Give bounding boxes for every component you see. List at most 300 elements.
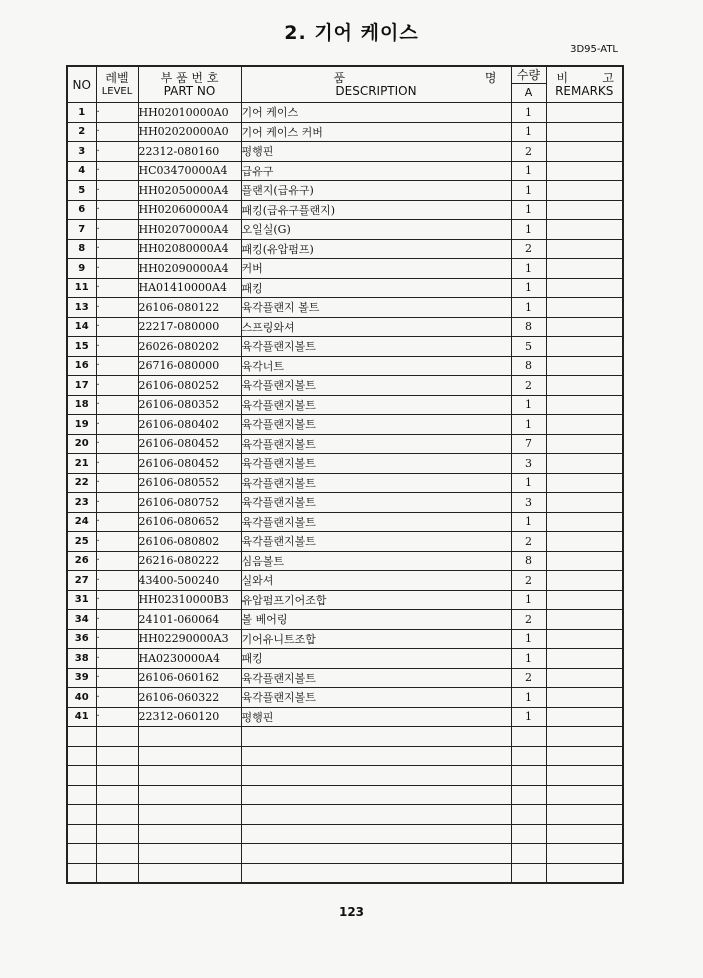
cell-qty [511,766,546,786]
cell-remarks [546,532,623,552]
table-row [67,493,623,513]
cell-remarks [546,200,623,220]
cell-part-no: 24101-060064 [138,610,241,630]
cell-remarks [546,571,623,591]
cell-remarks [546,785,623,805]
cell-part-no: HH02290000A3 [138,629,241,649]
cell-no: 41 [67,707,96,727]
cell-part-no: HA01410000A4 [138,278,241,298]
cell-description: 육각플랜지볼트 [241,493,511,513]
cell-level [96,863,138,883]
cell-level: · [96,649,138,669]
cell-remarks [546,688,623,708]
cell-remarks [546,161,623,181]
cell-part-no: 22312-080160 [138,142,241,162]
cell-qty: 1 [511,220,546,240]
cell-remarks [546,317,623,337]
cell-level [96,727,138,747]
cell-no: 7 [67,220,96,240]
cell-level: · [96,512,138,532]
cell-part-no: HC03470000A4 [138,161,241,181]
cell-no: 39 [67,668,96,688]
cell-description: 스프링와셔 [241,317,511,337]
cell-description: 심음볼트 [241,551,511,571]
cell-part-no: 22217-080000 [138,317,241,337]
cell-remarks [546,766,623,786]
cell-level [96,824,138,844]
cell-level: · [96,259,138,279]
table-row [67,473,623,493]
table-row [67,629,623,649]
cell-qty: 1 [511,103,546,123]
cell-description: 육각플랜지볼트 [241,473,511,493]
table-row [67,298,623,318]
cell-level [96,785,138,805]
empty-table-row [67,805,623,825]
cell-remarks [546,727,623,747]
cell-qty: 2 [511,571,546,591]
cell-remarks [546,278,623,298]
table-row [67,590,623,610]
cell-level: · [96,103,138,123]
cell-no: 36 [67,629,96,649]
cell-remarks [546,356,623,376]
table-row [67,317,623,337]
cell-no [67,863,96,883]
cell-remarks [546,434,623,454]
cell-level: · [96,415,138,435]
cell-qty [511,805,546,825]
table-row [67,337,623,357]
cell-qty: 7 [511,434,546,454]
cell-remarks [546,551,623,571]
cell-qty: 8 [511,356,546,376]
cell-part-no: HH02050000A4 [138,181,241,201]
cell-level: · [96,434,138,454]
cell-no: 5 [67,181,96,201]
cell-remarks [546,220,623,240]
header-remarks-ko-1: 비 [556,70,569,85]
cell-part-no: 26106-080652 [138,512,241,532]
header-remarks-en: REMARKS [555,83,614,98]
cell-description: 커버 [241,259,511,279]
cell-level: · [96,551,138,571]
table-row [67,454,623,474]
cell-qty [511,746,546,766]
table-row [67,103,623,123]
empty-table-row [67,824,623,844]
page-number: 123 [338,905,365,919]
header-description [241,66,511,103]
cell-qty: 2 [511,239,546,259]
table-row [67,239,623,259]
cell-description: 육각플랜지볼트 [241,337,511,357]
table-row [67,122,623,142]
cell-no: 21 [67,454,96,474]
cell-description: 육각플랜지 볼트 [241,298,511,318]
cell-level: · [96,337,138,357]
cell-remarks [546,844,623,864]
cell-description [241,746,511,766]
cell-level: · [96,707,138,727]
cell-description: 육각플랜지볼트 [241,395,511,415]
cell-description: 볼 베어링 [241,610,511,630]
cell-qty [511,727,546,747]
header-desc-ko-1: 품 [333,70,346,85]
cell-part-no: 26716-080000 [138,356,241,376]
cell-description: 기어 케이스 커버 [241,122,511,142]
cell-part-no [138,805,241,825]
cell-no: 20 [67,434,96,454]
cell-part-no [138,746,241,766]
cell-no: 27 [67,571,96,591]
parts-body [67,103,623,884]
model-code: 3D95-ATL [570,44,618,55]
cell-description: 패킹(유압펌프) [241,239,511,259]
cell-remarks [546,298,623,318]
cell-qty: 1 [511,181,546,201]
cell-part-no [138,844,241,864]
header-qty-a: A [511,84,546,103]
cell-description: 기어유니트조합 [241,629,511,649]
cell-part-no [138,824,241,844]
cell-description: 실와셔 [241,571,511,591]
cell-no: 34 [67,610,96,630]
cell-qty: 5 [511,337,546,357]
header-remarks [546,66,623,103]
table-row [67,434,623,454]
table-row [67,278,623,298]
header-level [96,66,138,103]
cell-description: 육각플랜지볼트 [241,415,511,435]
cell-remarks [546,512,623,532]
cell-level: · [96,376,138,396]
cell-level: · [96,590,138,610]
cell-part-no [138,766,241,786]
cell-level: · [96,629,138,649]
cell-no: 3 [67,142,96,162]
cell-part-no: HH02060000A4 [138,200,241,220]
cell-level: · [96,220,138,240]
cell-remarks [546,395,623,415]
cell-no: 1 [67,103,96,123]
cell-no: 15 [67,337,96,357]
cell-level: · [96,668,138,688]
cell-part-no: 26106-060322 [138,688,241,708]
cell-no [67,746,96,766]
cell-level: · [96,493,138,513]
header-remarks-ko-2: 고 [602,70,614,85]
cell-remarks [546,337,623,357]
cell-level: · [96,200,138,220]
cell-remarks [546,629,623,649]
cell-part-no: 43400-500240 [138,571,241,591]
cell-part-no: 26106-080122 [138,298,241,318]
cell-qty: 1 [511,395,546,415]
cell-remarks [546,415,623,435]
cell-qty: 1 [511,415,546,435]
cell-remarks [546,805,623,825]
table-row [67,649,623,669]
table-row [67,551,623,571]
cell-level: · [96,142,138,162]
table-row [67,395,623,415]
cell-qty [511,844,546,864]
table-row [67,142,623,162]
cell-description [241,863,511,883]
cell-part-no: HH02070000A4 [138,220,241,240]
cell-no [67,727,96,747]
cell-part-no [138,785,241,805]
cell-level: · [96,395,138,415]
cell-description: 기어 케이스 [241,103,511,123]
cell-no: 14 [67,317,96,337]
header-level-ko: 레벨 [105,70,129,85]
cell-level: · [96,356,138,376]
cell-description: 육각플랜지볼트 [241,532,511,552]
cell-remarks [546,590,623,610]
cell-part-no: 26106-080802 [138,532,241,552]
header-part-ko: 부 품 번 호 [160,70,219,85]
table-row [67,356,623,376]
cell-qty: 1 [511,259,546,279]
cell-remarks [546,473,623,493]
header-level-en: LEVEL [101,85,133,97]
cell-part-no: 22312-060120 [138,707,241,727]
cell-no: 26 [67,551,96,571]
cell-remarks [546,649,623,669]
cell-no: 22 [67,473,96,493]
cell-description: 패킹(급유구플랜지) [241,200,511,220]
cell-level: · [96,298,138,318]
cell-level [96,805,138,825]
cell-part-no: 26106-080452 [138,434,241,454]
header-desc-ko [242,72,511,85]
header-no: NO [67,66,96,103]
cell-level [96,746,138,766]
cell-part-no: 26106-080552 [138,473,241,493]
cell-description: 육각플랜지볼트 [241,434,511,454]
cell-no: 6 [67,200,96,220]
cell-description: 평행핀 [241,707,511,727]
cell-description: 패킹 [241,649,511,669]
cell-qty: 1 [511,649,546,669]
cell-no: 38 [67,649,96,669]
cell-qty: 1 [511,590,546,610]
cell-qty: 1 [511,122,546,142]
cell-qty: 1 [511,707,546,727]
cell-description: 육각플랜지볼트 [241,688,511,708]
cell-no: 40 [67,688,96,708]
cell-no [67,785,96,805]
cell-qty: 2 [511,142,546,162]
table-row [67,512,623,532]
header-desc-ko-2: 명 [484,70,497,85]
table-row [67,668,623,688]
cell-part-no: 26026-080202 [138,337,241,357]
cell-part-no: HH02310000B3 [138,590,241,610]
cell-qty: 1 [511,200,546,220]
cell-description [241,766,511,786]
cell-remarks [546,454,623,474]
cell-part-no: 26106-080402 [138,415,241,435]
cell-qty: 1 [511,161,546,181]
cell-no: 25 [67,532,96,552]
cell-qty: 1 [511,688,546,708]
cell-no: 4 [67,161,96,181]
cell-remarks [546,493,623,513]
table-row [67,220,623,240]
cell-qty: 2 [511,610,546,630]
cell-part-no: 26106-080752 [138,493,241,513]
cell-part-no: 26106-060162 [138,668,241,688]
cell-level: · [96,688,138,708]
cell-level: · [96,161,138,181]
table-row [67,181,623,201]
cell-no: 17 [67,376,96,396]
cell-description: 육각플랜지볼트 [241,376,511,396]
cell-no: 2 [67,122,96,142]
cell-no: 19 [67,415,96,435]
cell-level [96,844,138,864]
cell-qty: 2 [511,668,546,688]
cell-no: 13 [67,298,96,318]
cell-description [241,805,511,825]
cell-remarks [546,668,623,688]
cell-no: 31 [67,590,96,610]
cell-description: 육각너트 [241,356,511,376]
cell-no [67,844,96,864]
table-row [67,707,623,727]
cell-qty: 8 [511,317,546,337]
cell-description: 플랜지(급유구) [241,181,511,201]
cell-no: 8 [67,239,96,259]
table-row [67,610,623,630]
cell-level: · [96,571,138,591]
cell-level: · [96,278,138,298]
empty-table-row [67,844,623,864]
table-row [67,376,623,396]
cell-qty: 1 [511,278,546,298]
cell-part-no: HH02090000A4 [138,259,241,279]
cell-description: 유압펌프기어조합 [241,590,511,610]
cell-part-no: HH02080000A4 [138,239,241,259]
cell-description [241,785,511,805]
header-part-no [138,66,241,103]
header-part-en: PART NO [163,83,216,98]
header-qty: 수량 [511,66,546,84]
cell-qty: 3 [511,493,546,513]
table-row [67,571,623,591]
cell-part-no [138,863,241,883]
cell-level: · [96,473,138,493]
cell-description: 급유구 [241,161,511,181]
cell-remarks [546,863,623,883]
cell-description: 육각플랜지볼트 [241,512,511,532]
cell-level: · [96,181,138,201]
cell-qty: 1 [511,629,546,649]
empty-table-row [67,785,623,805]
cell-part-no: HH02020000A0 [138,122,241,142]
cell-description [241,844,511,864]
table-row [67,532,623,552]
cell-description: 패킹 [241,278,511,298]
cell-no: 9 [67,259,96,279]
table-row [67,200,623,220]
cell-qty: 2 [511,376,546,396]
empty-table-row [67,727,623,747]
parts-table [66,65,624,884]
cell-no: 11 [67,278,96,298]
cell-qty: 1 [511,512,546,532]
cell-part-no: HH02010000A0 [138,103,241,123]
cell-no: 16 [67,356,96,376]
cell-remarks [546,707,623,727]
cell-remarks [546,122,623,142]
cell-no: 23 [67,493,96,513]
cell-level: · [96,239,138,259]
cell-level: · [96,532,138,552]
cell-level: · [96,122,138,142]
cell-qty [511,824,546,844]
cell-remarks [546,259,623,279]
empty-table-row [67,766,623,786]
cell-level: · [96,317,138,337]
page-title: 2. 기어 케이스 [284,22,419,44]
cell-remarks [546,610,623,630]
cell-level [96,766,138,786]
cell-no [67,824,96,844]
table-row [67,259,623,279]
cell-part-no: 26216-080222 [138,551,241,571]
cell-part-no: 26106-080352 [138,395,241,415]
cell-part-no: 26106-080452 [138,454,241,474]
cell-no: 24 [67,512,96,532]
cell-description [241,727,511,747]
cell-description: 오일실(G) [241,220,511,240]
cell-remarks [546,239,623,259]
cell-qty: 1 [511,473,546,493]
cell-qty: 3 [511,454,546,474]
cell-no [67,805,96,825]
cell-description: 육각플랜지볼트 [241,454,511,474]
cell-remarks [546,746,623,766]
empty-table-row [67,863,623,883]
cell-remarks [546,824,623,844]
cell-remarks [546,103,623,123]
cell-level: · [96,610,138,630]
cell-description: 육각플랜지볼트 [241,668,511,688]
cell-level: · [96,454,138,474]
cell-part-no: HA0230000A4 [138,649,241,669]
header-desc-en: DESCRIPTION [335,83,417,98]
cell-no: 18 [67,395,96,415]
cell-qty [511,785,546,805]
table-row [67,161,623,181]
cell-qty: 8 [511,551,546,571]
cell-description [241,824,511,844]
empty-table-row [67,746,623,766]
table-row [67,415,623,435]
header-remarks-ko [547,72,623,85]
cell-qty: 2 [511,532,546,552]
cell-remarks [546,376,623,396]
cell-qty: 1 [511,298,546,318]
cell-qty [511,863,546,883]
cell-part-no: 26106-080252 [138,376,241,396]
cell-description: 평행핀 [241,142,511,162]
cell-part-no [138,727,241,747]
